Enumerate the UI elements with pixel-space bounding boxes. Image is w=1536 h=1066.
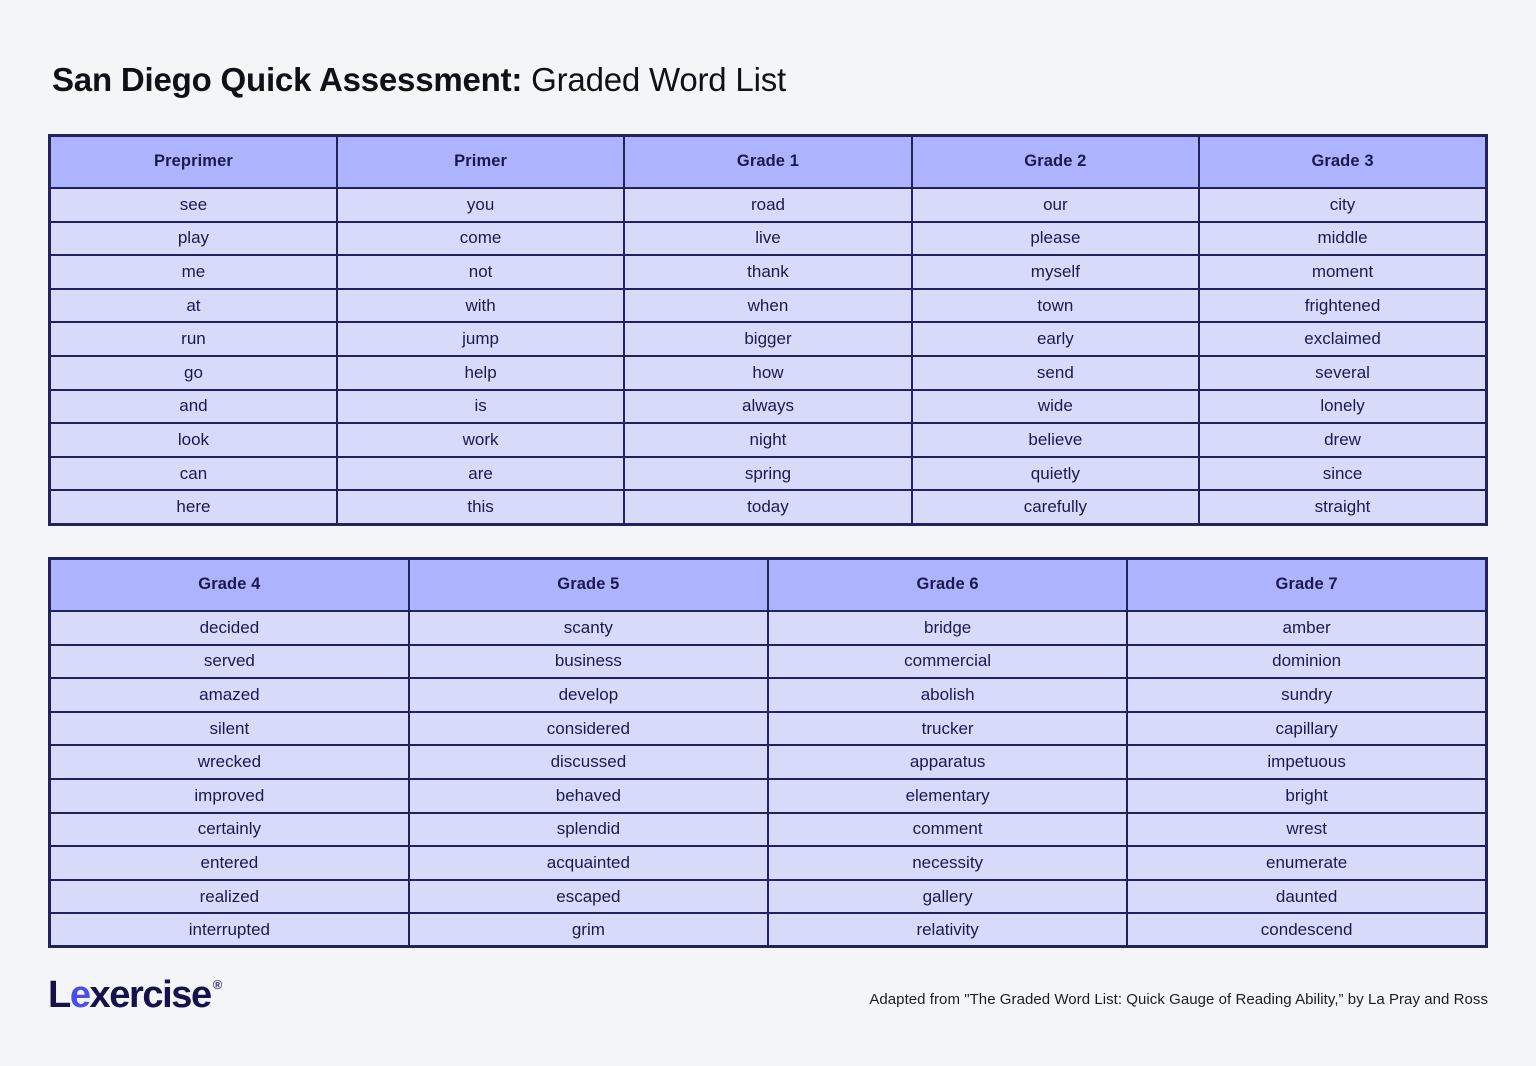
word-cell: decided: [50, 611, 409, 645]
word-cell: splendid: [409, 813, 768, 847]
word-cell: wrecked: [50, 745, 409, 779]
table-row: [50, 712, 1487, 746]
word-cell: can: [50, 457, 337, 491]
word-cell: early: [912, 322, 1199, 356]
table-row: [50, 779, 1487, 813]
word-cell: believe: [912, 423, 1199, 457]
word-cell: served: [50, 645, 409, 679]
word-cell: daunted: [1127, 880, 1486, 914]
word-cell: acquainted: [409, 846, 768, 880]
table-row: [50, 457, 1487, 491]
word-cell: run: [50, 322, 337, 356]
word-cell: enumerate: [1127, 846, 1486, 880]
registered-trademark-icon: ®: [212, 977, 223, 992]
word-cell: commercial: [768, 645, 1127, 679]
word-cell: straight: [1199, 490, 1486, 524]
word-cell: and: [50, 390, 337, 424]
column-header-grade-5: Grade 5: [409, 558, 768, 611]
word-cell: trucker: [768, 712, 1127, 746]
word-cell: discussed: [409, 745, 768, 779]
word-cell: our: [912, 188, 1199, 222]
word-cell: not: [337, 255, 624, 289]
word-cell: comment: [768, 813, 1127, 847]
word-cell: please: [912, 222, 1199, 256]
word-cell: exclaimed: [1199, 322, 1486, 356]
word-cell: bridge: [768, 611, 1127, 645]
word-cell: amazed: [50, 678, 409, 712]
word-cell: relativity: [768, 913, 1127, 947]
table-row: [50, 813, 1487, 847]
page-title-light: Graded Word List: [522, 61, 786, 98]
table-row: [50, 390, 1487, 424]
word-cell: see: [50, 188, 337, 222]
word-cell: amber: [1127, 611, 1486, 645]
column-header-grade-2: Grade 2: [912, 135, 1199, 188]
word-cell: work: [337, 423, 624, 457]
word-cell: come: [337, 222, 624, 256]
table-row: [50, 913, 1487, 947]
word-cell: certainly: [50, 813, 409, 847]
word-cell: are: [337, 457, 624, 491]
column-header-grade-6: Grade 6: [768, 558, 1127, 611]
word-cell: bright: [1127, 779, 1486, 813]
word-cell: at: [50, 289, 337, 323]
word-cell: impetuous: [1127, 745, 1486, 779]
table-header-row: [50, 558, 1487, 611]
page-title: [52, 60, 1488, 100]
word-cell: drew: [1199, 423, 1486, 457]
word-cell: wrest: [1127, 813, 1486, 847]
word-cell: with: [337, 289, 624, 323]
word-cell: how: [624, 356, 911, 390]
word-cell: me: [50, 255, 337, 289]
word-cell: this: [337, 490, 624, 524]
word-cell: escaped: [409, 880, 768, 914]
word-cell: look: [50, 423, 337, 457]
word-cell: several: [1199, 356, 1486, 390]
word-cell: capillary: [1127, 712, 1486, 746]
word-cell: play: [50, 222, 337, 256]
word-cell: myself: [912, 255, 1199, 289]
word-cell: scanty: [409, 611, 768, 645]
word-cell: carefully: [912, 490, 1199, 524]
table-row: [50, 611, 1487, 645]
word-cell: help: [337, 356, 624, 390]
table-header-row: [50, 135, 1487, 188]
word-cell: here: [50, 490, 337, 524]
word-cell: is: [337, 390, 624, 424]
early-grades-table: [48, 134, 1488, 526]
footer: [48, 968, 1488, 1014]
table-row: [50, 255, 1487, 289]
word-cell: town: [912, 289, 1199, 323]
table-row: [50, 880, 1487, 914]
table-row: [50, 645, 1487, 679]
table-row: [50, 490, 1487, 524]
upper-grades-table-head: [50, 558, 1487, 611]
word-cell: city: [1199, 188, 1486, 222]
word-cell: silent: [50, 712, 409, 746]
word-cell: go: [50, 356, 337, 390]
word-cell: necessity: [768, 846, 1127, 880]
word-cell: abolish: [768, 678, 1127, 712]
table-row: [50, 423, 1487, 457]
word-cell: sundry: [1127, 678, 1486, 712]
column-header-preprimer: Preprimer: [50, 135, 337, 188]
word-cell: send: [912, 356, 1199, 390]
word-cell: middle: [1199, 222, 1486, 256]
table-row: [50, 222, 1487, 256]
column-header-grade-1: Grade 1: [624, 135, 911, 188]
table-row: [50, 356, 1487, 390]
word-cell: interrupted: [50, 913, 409, 947]
word-cell: thank: [624, 255, 911, 289]
word-cell: bigger: [624, 322, 911, 356]
column-header-grade-3: Grade 3: [1199, 135, 1486, 188]
word-cell: lonely: [1199, 390, 1486, 424]
word-cell: entered: [50, 846, 409, 880]
word-cell: develop: [409, 678, 768, 712]
word-cell: you: [337, 188, 624, 222]
word-cell: business: [409, 645, 768, 679]
upper-grades-table-body: [50, 611, 1487, 947]
word-cell: jump: [337, 322, 624, 356]
word-cell: moment: [1199, 255, 1486, 289]
column-header-grade-7: Grade 7: [1127, 558, 1486, 611]
table-row: [50, 188, 1487, 222]
word-cell: quietly: [912, 457, 1199, 491]
word-cell: behaved: [409, 779, 768, 813]
logo-text-rest: xercise: [89, 974, 211, 1016]
logo-letter-e-accent: e: [69, 974, 90, 1016]
word-cell: wide: [912, 390, 1199, 424]
word-cell: frightened: [1199, 289, 1486, 323]
word-cell: grim: [409, 913, 768, 947]
table-row: [50, 678, 1487, 712]
table-row: [50, 322, 1487, 356]
word-cell: when: [624, 289, 911, 323]
attribution-text: Adapted from "The Graded Word List: Quick Gauge of Reading Ability,” by La Pray and Ross: [869, 991, 1488, 1008]
word-cell: live: [624, 222, 911, 256]
upper-grades-table: [48, 557, 1488, 949]
word-cell: night: [624, 423, 911, 457]
word-cell: dominion: [1127, 645, 1486, 679]
word-cell: apparatus: [768, 745, 1127, 779]
early-grades-table-body: [50, 188, 1487, 524]
page-title-bold: San Diego Quick Assessment:: [52, 61, 523, 98]
word-cell: always: [624, 390, 911, 424]
early-grades-table-head: [50, 135, 1487, 188]
table-row: [50, 745, 1487, 779]
word-cell: road: [624, 188, 911, 222]
table-row: [50, 846, 1487, 880]
logo-letter-l: L: [48, 974, 70, 1016]
column-header-grade-4: Grade 4: [50, 558, 409, 611]
word-cell: condescend: [1127, 913, 1486, 947]
word-cell: spring: [624, 457, 911, 491]
word-cell: since: [1199, 457, 1486, 491]
word-cell: considered: [409, 712, 768, 746]
lexercise-logo: [48, 976, 222, 1014]
word-cell: gallery: [768, 880, 1127, 914]
word-cell: today: [624, 490, 911, 524]
word-cell: improved: [50, 779, 409, 813]
column-header-primer: Primer: [337, 135, 624, 188]
word-cell: realized: [50, 880, 409, 914]
word-cell: elementary: [768, 779, 1127, 813]
table-row: [50, 289, 1487, 323]
